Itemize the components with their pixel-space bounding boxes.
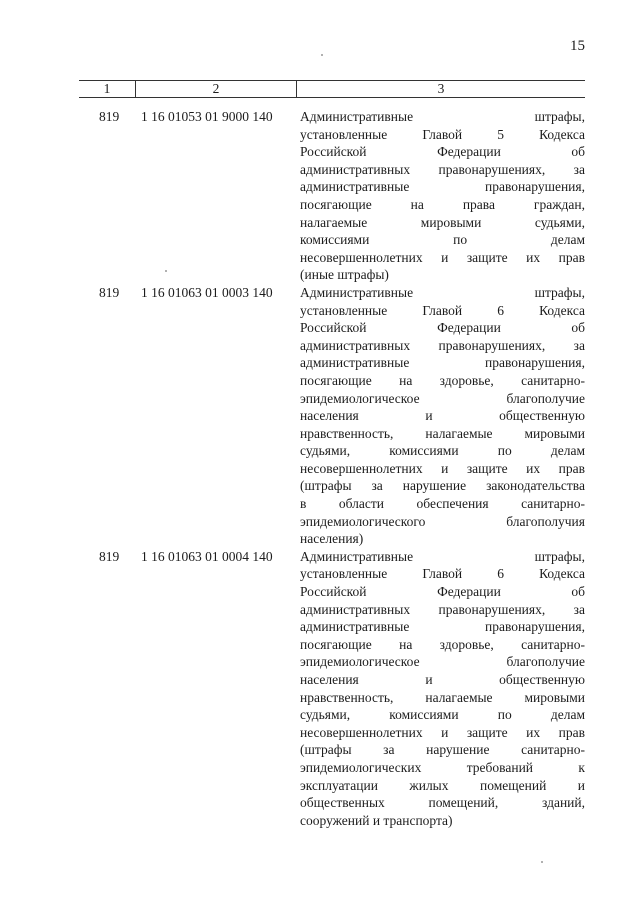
page-number: 15 (570, 38, 585, 54)
budget-classification-code: 1 16 01063 01 0003 140 (141, 284, 273, 300)
column-header-2: 2 (135, 81, 296, 97)
table-header (79, 80, 585, 98)
description-line: установленные Главой 5 Кодекса (300, 126, 585, 142)
table-row (79, 548, 585, 830)
description-line: общественных помещений, зданий, (300, 795, 585, 811)
column-header-1: 1 (103, 81, 111, 96)
scan-speck (165, 270, 167, 272)
description-line: (штрафы за нарушение законодательства (300, 478, 585, 494)
description-line: нравственность, налагаемые мировыми (300, 689, 585, 705)
description-line: Административные штрафы, (300, 284, 585, 300)
description-line: Российской Федерации об (300, 144, 585, 160)
description-line: посягающие на здоровье, санитарно- (300, 636, 585, 652)
description-line: посягающие на права граждан, (300, 196, 585, 212)
description-line: Административные штрафы, (300, 109, 585, 124)
description-line: комиссиями по делам (300, 232, 585, 248)
description-line: в области обеспечения санитарно- (300, 496, 585, 512)
description-line: административных правонарушениях, за (300, 337, 585, 353)
description-line: нравственность, налагаемые мировыми (300, 425, 585, 441)
income-description (300, 548, 585, 830)
description-line: налагаемые мировыми судьями, (300, 214, 585, 230)
admin-code: 819 (99, 548, 120, 564)
description-line: судьями, комиссиями по делам (300, 707, 585, 723)
description-line: (иные штрафы) (300, 267, 389, 283)
description-line: (штрафы за нарушение санитарно- (300, 742, 585, 758)
description-line: несовершеннолетних и защите их прав (300, 249, 585, 265)
description-line: несовершеннолетних и защите их прав (300, 460, 585, 476)
budget-classification-code: 1 16 01053 01 9000 140 (141, 109, 273, 124)
scan-speck (541, 861, 543, 863)
income-description (300, 284, 585, 548)
description-line: установленные Главой 6 Кодекса (300, 566, 585, 582)
description-line: Административные штрафы, (300, 548, 585, 564)
budget-classification-code: 1 16 01063 01 0004 140 (141, 548, 273, 564)
description-line: административных правонарушениях, за (300, 161, 585, 177)
description-line: административные правонарушения, (300, 619, 585, 635)
description-line: несовершеннолетних и защите их прав (300, 724, 585, 740)
scan-speck (321, 54, 323, 56)
description-line: административные правонарушения, (300, 179, 585, 195)
description-line: эпидемиологическое благополучие (300, 390, 585, 406)
income-description (300, 108, 585, 284)
description-line: посягающие на здоровье, санитарно- (300, 372, 585, 388)
description-line: административные правонарушения, (300, 355, 585, 371)
table-row (79, 284, 585, 548)
description-line: административных правонарушениях, за (300, 601, 585, 617)
admin-code: 819 (99, 109, 120, 124)
description-line: населения и общественную (300, 672, 585, 687)
description-line: судьями, комиссиями по делам (300, 443, 585, 459)
description-line: эпидемиологических требований к (300, 759, 585, 775)
description-line: Российской Федерации об (300, 584, 585, 600)
description-line: населения и общественную (300, 408, 585, 424)
description-line: эпидемиологического благополучия (300, 513, 585, 529)
table-row (79, 108, 585, 284)
description-line: эпидемиологическое благополучие (300, 654, 585, 670)
description-line: населения) (300, 531, 364, 547)
table-body (79, 108, 585, 829)
description-line: Российской Федерации об (300, 320, 585, 336)
admin-code: 819 (99, 284, 120, 300)
description-line: сооружений и транспорта) (300, 812, 453, 828)
column-header-3: 3 (296, 81, 585, 97)
description-line: эксплуатации жилых помещений и (300, 777, 585, 793)
description-line: установленные Главой 6 Кодекса (300, 302, 585, 318)
